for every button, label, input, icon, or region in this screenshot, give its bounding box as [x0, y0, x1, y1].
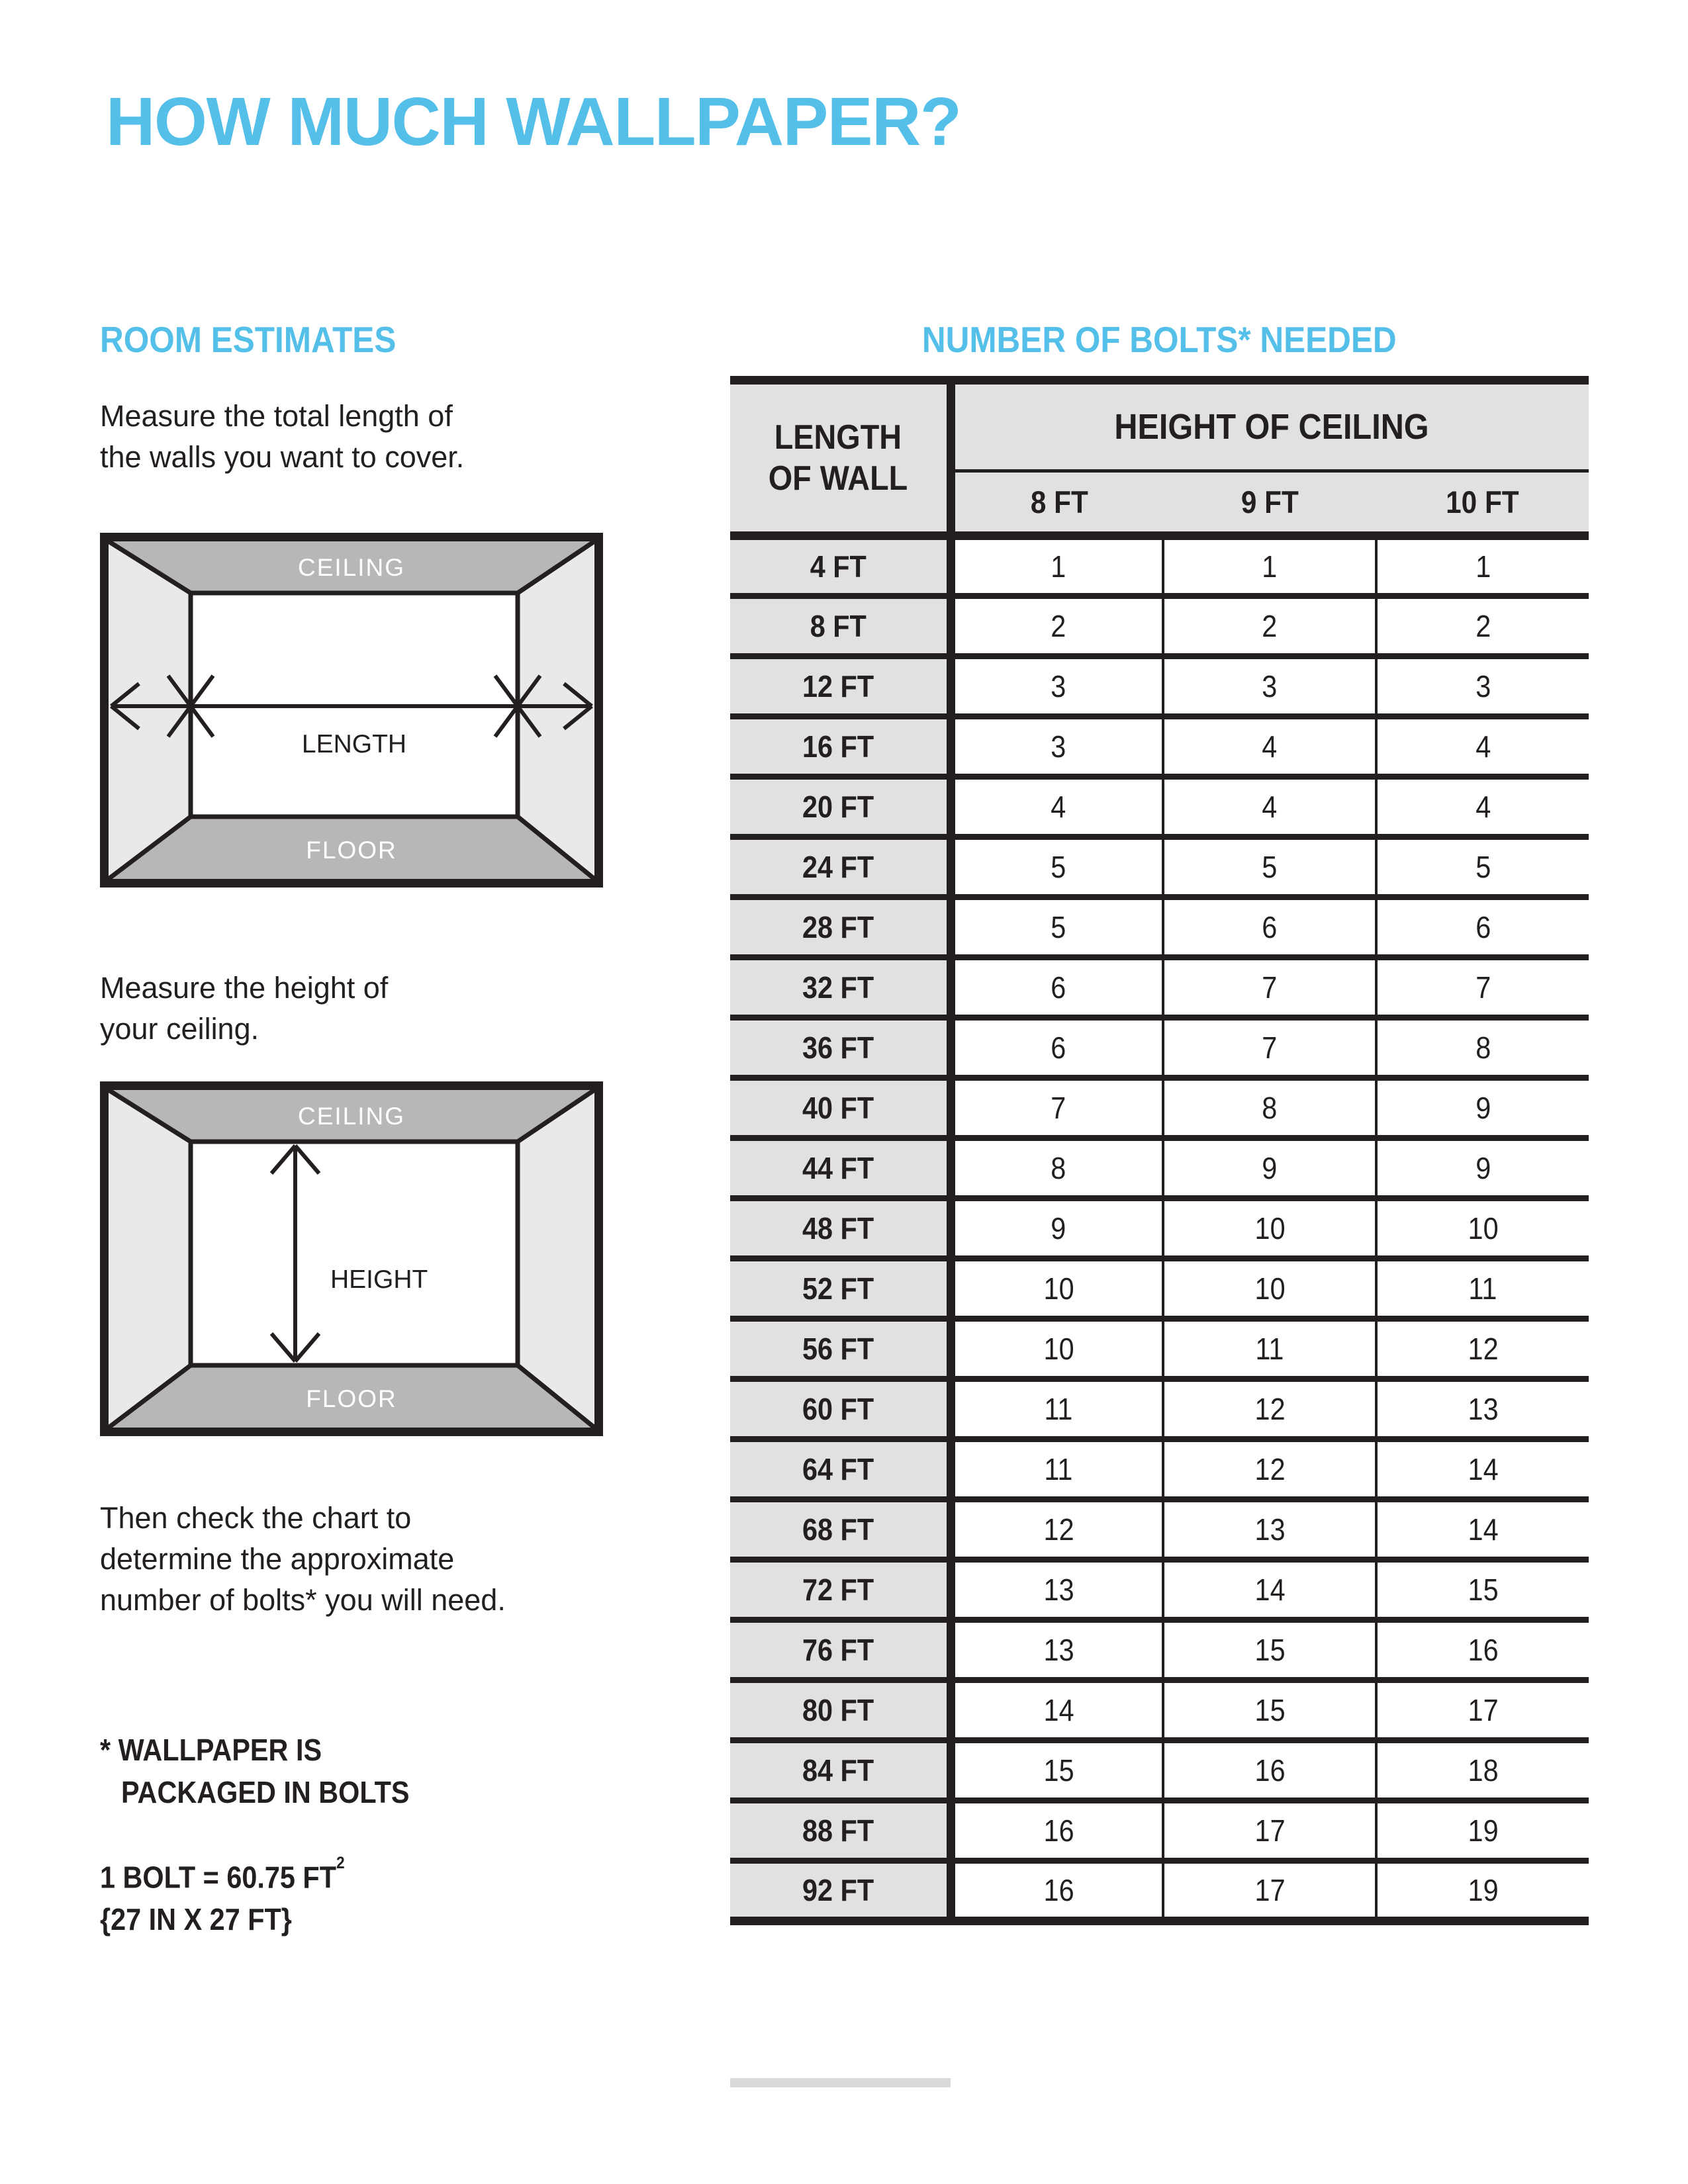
bolt-count-cell: 3	[951, 657, 1163, 717]
instruction-step2-line1: Measure the height of	[100, 971, 389, 1005]
table-row	[730, 777, 1589, 837]
bolts-needed-heading-text: NUMBER OF BOLTS* NEEDED	[922, 319, 1397, 360]
bolt-count-cell: 9	[1376, 1138, 1589, 1199]
bolt-count-cell: 14	[951, 1680, 1163, 1741]
bolt-count-cell: 12	[1163, 1379, 1376, 1439]
bolt-count-cell: 16	[951, 1861, 1163, 1921]
height-label: HEIGHT	[330, 1265, 428, 1294]
bolt-count-cell: 3	[1376, 657, 1589, 717]
row-label: 8 FT	[730, 596, 951, 657]
bolt-count-cell: 9	[1163, 1138, 1376, 1199]
height-of-ceiling-text: HEIGHT OF CEILING	[1114, 407, 1429, 447]
table-row	[730, 717, 1589, 777]
bolts-table-container	[730, 376, 1589, 1925]
page-title: HOW MUCH WALLPAPER?	[106, 83, 961, 159]
bolt-count-cell: 11	[951, 1439, 1163, 1500]
bolt-count-cell: 11	[1163, 1319, 1376, 1379]
column-header-8ft	[951, 471, 1163, 536]
bolt-count-cell: 10	[1376, 1199, 1589, 1259]
instruction-step1-line2: the walls you want to cover.	[100, 440, 465, 474]
row-label: 36 FT	[730, 1018, 951, 1078]
row-label: 44 FT	[730, 1138, 951, 1199]
length-of-wall-line1: LENGTH	[774, 418, 902, 457]
column-header-10ft-text: 10 FT	[1446, 484, 1519, 520]
bolt-count-cell: 14	[1376, 1439, 1589, 1500]
row-label: 48 FT	[730, 1199, 951, 1259]
bolt-count-cell: 4	[1376, 717, 1589, 777]
footnote-line2: PACKAGED IN BOLTS	[121, 1775, 410, 1809]
table-row	[730, 1861, 1589, 1921]
column-header-8ft-text: 8 FT	[1030, 484, 1088, 520]
bolts-needed-table	[730, 376, 1589, 1925]
bolt-count-cell: 16	[951, 1801, 1163, 1861]
bolt-count-cell: 6	[951, 958, 1163, 1018]
ceiling-label: CEILING	[297, 554, 406, 581]
table-row	[730, 1801, 1589, 1861]
length-label: LENGTH	[301, 730, 407, 758]
bolt-count-cell: 15	[1163, 1680, 1376, 1741]
bolt-count-cell: 4	[1163, 717, 1376, 777]
bolt-count-cell: 1	[1376, 536, 1589, 596]
row-label: 56 FT	[730, 1319, 951, 1379]
bolt-count-cell: 11	[1376, 1259, 1589, 1319]
bolt-count-cell: 3	[951, 717, 1163, 777]
bolt-count-cell: 2	[1163, 596, 1376, 657]
table-row	[730, 1620, 1589, 1680]
bolt-count-cell: 12	[1163, 1439, 1376, 1500]
table-header-row-1	[730, 381, 1589, 471]
table-row	[730, 1439, 1589, 1500]
table-row	[730, 837, 1589, 897]
column-header-10ft	[1376, 471, 1589, 536]
table-row	[730, 1138, 1589, 1199]
table-row	[730, 657, 1589, 717]
bolt-count-cell: 8	[951, 1138, 1163, 1199]
bolt-count-cell: 6	[1163, 897, 1376, 958]
bolt-count-cell: 11	[951, 1379, 1163, 1439]
bolt-equation-main: 1 BOLT = 60.75 FT	[100, 1860, 337, 1895]
bolt-count-cell: 19	[1376, 1861, 1589, 1921]
row-label: 40 FT	[730, 1078, 951, 1138]
bolt-count-cell: 13	[951, 1620, 1163, 1680]
row-label: 4 FT	[730, 536, 951, 596]
bolt-count-cell: 10	[951, 1259, 1163, 1319]
column-header-9ft	[1163, 471, 1376, 536]
bolt-count-cell: 7	[1376, 958, 1589, 1018]
bolt-dimensions: {27 IN X 27 FT}	[100, 1902, 292, 1937]
row-label: 24 FT	[730, 837, 951, 897]
bolt-count-cell: 4	[951, 777, 1163, 837]
instruction-step2	[100, 968, 388, 1050]
bolt-count-cell: 10	[1163, 1199, 1376, 1259]
row-label: 68 FT	[730, 1500, 951, 1560]
table-row	[730, 1018, 1589, 1078]
bolt-count-cell: 6	[1376, 897, 1589, 958]
bolt-count-cell: 8	[1376, 1018, 1589, 1078]
bolt-count-cell: 3	[1163, 657, 1376, 717]
height-of-ceiling-header	[951, 381, 1589, 471]
table-row	[730, 1078, 1589, 1138]
bolt-count-cell: 17	[1376, 1680, 1589, 1741]
table-row	[730, 1259, 1589, 1319]
bolt-count-cell: 10	[1163, 1259, 1376, 1319]
bolt-equation	[100, 1850, 345, 1898]
bolt-count-cell: 17	[1163, 1801, 1376, 1861]
floor-label: FLOOR	[306, 1385, 397, 1412]
row-label: 72 FT	[730, 1560, 951, 1620]
row-label: 28 FT	[730, 897, 951, 958]
bolt-size-info	[100, 1850, 372, 1940]
table-row	[730, 1560, 1589, 1620]
row-label: 64 FT	[730, 1439, 951, 1500]
table-row	[730, 1680, 1589, 1741]
row-label: 20 FT	[730, 777, 951, 837]
back-wall	[191, 1142, 518, 1365]
table-left-column-shadow	[730, 2078, 951, 2087]
bolt-count-cell: 9	[1376, 1078, 1589, 1138]
bolt-count-cell: 5	[951, 897, 1163, 958]
instruction-step3-line2: determine the approximate	[100, 1542, 455, 1576]
table-row	[730, 1741, 1589, 1801]
bolt-equation-superscript: 2	[336, 1854, 345, 1873]
bolt-count-cell: 18	[1376, 1741, 1589, 1801]
bolt-count-cell: 9	[951, 1199, 1163, 1259]
bolt-count-cell: 7	[1163, 1018, 1376, 1078]
bolt-count-cell: 19	[1376, 1801, 1589, 1861]
bolt-count-cell: 2	[1376, 596, 1589, 657]
row-label: 92 FT	[730, 1861, 951, 1921]
table-row	[730, 596, 1589, 657]
length-of-wall-header	[730, 381, 951, 536]
bolt-count-cell: 4	[1163, 777, 1376, 837]
bolt-count-cell: 15	[951, 1741, 1163, 1801]
bolt-count-cell: 16	[1376, 1620, 1589, 1680]
instruction-step1	[100, 396, 464, 478]
table-row	[730, 1319, 1589, 1379]
bolt-count-cell: 15	[1376, 1560, 1589, 1620]
bolts-needed-heading	[730, 319, 1589, 360]
ceiling-label: CEILING	[297, 1103, 406, 1130]
column-header-9ft-text: 9 FT	[1241, 484, 1299, 520]
bolt-count-cell: 15	[1163, 1620, 1376, 1680]
table-row	[730, 958, 1589, 1018]
instruction-step3-line1: Then check the chart to	[100, 1501, 412, 1535]
bolt-count-cell: 5	[1163, 837, 1376, 897]
bolt-count-cell: 13	[1163, 1500, 1376, 1560]
bolt-count-cell: 6	[951, 1018, 1163, 1078]
bolt-count-cell: 5	[951, 837, 1163, 897]
instruction-step3	[100, 1498, 506, 1621]
table-row	[730, 1199, 1589, 1259]
bolt-count-cell: 5	[1376, 837, 1589, 897]
table-row	[730, 897, 1589, 958]
bolt-count-cell: 8	[1163, 1078, 1376, 1138]
row-label: 12 FT	[730, 657, 951, 717]
table-row	[730, 1500, 1589, 1560]
bolt-count-cell: 12	[951, 1500, 1163, 1560]
bolt-count-cell: 1	[1163, 536, 1376, 596]
table-row	[730, 536, 1589, 596]
table-body	[730, 536, 1589, 1921]
row-label: 84 FT	[730, 1741, 951, 1801]
row-label: 52 FT	[730, 1259, 951, 1319]
bolt-count-cell: 10	[951, 1319, 1163, 1379]
table-row	[730, 1379, 1589, 1439]
row-label: 76 FT	[730, 1620, 951, 1680]
instruction-step3-line3: number of bolts* you will need.	[100, 1583, 506, 1617]
bolt-count-cell: 16	[1163, 1741, 1376, 1801]
row-label: 88 FT	[730, 1801, 951, 1861]
bolt-count-cell: 2	[951, 596, 1163, 657]
row-label: 16 FT	[730, 717, 951, 777]
bolt-count-cell: 7	[951, 1078, 1163, 1138]
row-label: 32 FT	[730, 958, 951, 1018]
bolt-count-cell: 4	[1376, 777, 1589, 837]
room-height-diagram	[100, 1081, 603, 1436]
bolt-count-cell: 13	[951, 1560, 1163, 1620]
bolt-count-cell: 1	[951, 536, 1163, 596]
bolt-count-cell: 14	[1163, 1560, 1376, 1620]
room-length-diagram	[100, 533, 603, 887]
instruction-step1-line1: Measure the total length of	[100, 399, 453, 433]
row-label: 80 FT	[730, 1680, 951, 1741]
room-estimates-heading	[100, 319, 429, 360]
bolt-count-cell: 14	[1376, 1500, 1589, 1560]
length-of-wall-line2: OF WALL	[769, 459, 908, 498]
wallpaper-footnote	[100, 1729, 442, 1813]
table-header	[730, 381, 1589, 536]
bolt-count-cell: 13	[1376, 1379, 1589, 1439]
bolt-count-cell: 17	[1163, 1861, 1376, 1921]
room-estimates-heading-text: ROOM ESTIMATES	[100, 319, 397, 360]
instruction-step2-line2: your ceiling.	[100, 1012, 259, 1046]
row-label: 60 FT	[730, 1379, 951, 1439]
footnote-line1: * WALLPAPER IS	[100, 1733, 322, 1767]
bolt-count-cell: 12	[1376, 1319, 1589, 1379]
bolt-count-cell: 7	[1163, 958, 1376, 1018]
floor-label: FLOOR	[306, 837, 397, 864]
